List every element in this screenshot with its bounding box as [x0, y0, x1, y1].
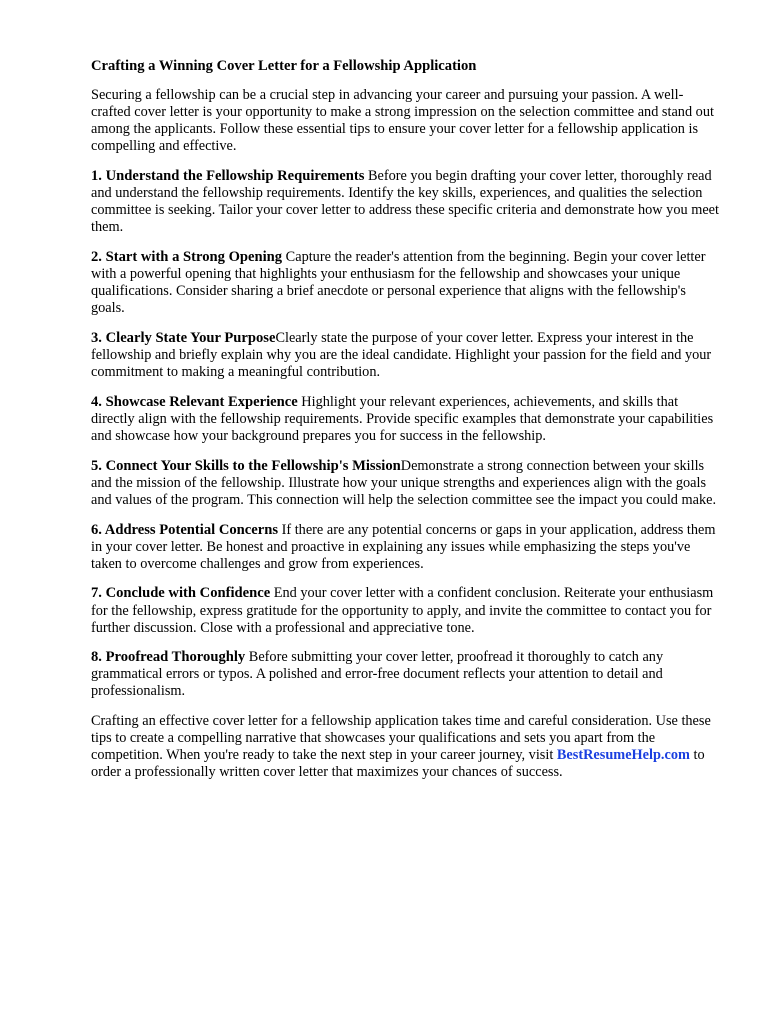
- tip-body: If there are any potential concerns or gaps in your application, address them in your cover letter. Be honest and proactive in explaining any issues while emphasizing the steps you've taken to overcome challenges and grow from experiences.: [91, 521, 716, 572]
- closing-text: Crafting an effective cover letter for a fellowship application takes time and careful consideration. Use these tips to create a compelling narrative that showcases your qualifications and sets you apart from the competition. When you're ready to take the next step in your career journey, visit: [91, 713, 711, 764]
- tip-heading: 5. Connect Your Skills to the Fellowship's Mission: [91, 457, 401, 474]
- tip-body: Demonstrate a strong connection between your skills and the mission of the fellowship. Illustrate how your unique strengths and experiences align with the goals and values of the program. This connection will help the selection committee see the impact you could make.: [91, 457, 717, 508]
- tip-body: Capture the reader's attention from the beginning. Begin your cover letter with a powerful opening that highlights your enthusiasm for the fellowship and showcases your unique qualifications. Consider sharing a brief anecdote or personal experience that aligns with the fellowship's goals.: [91, 248, 706, 317]
- tip-body: Before submitting your cover letter, proofread it thoroughly to catch any grammatical errors or typos. A polished and error-free document reflects your attention to detail and professionalism.: [91, 649, 664, 700]
- tip-heading: 6. Address Potential Concerns: [91, 521, 279, 538]
- tip-paragraph-2: [91, 249, 723, 317]
- closing-paragraph: [91, 713, 723, 781]
- tip-body: Before you begin drafting your cover letter, thoroughly read and understand the fellowship requirements. Identify the key skills, experiences, and qualities the selection committee is seeking. Tailor your cover letter to address these specific criteria and demonstrate how you meet them.: [91, 167, 719, 236]
- tip-paragraph-4: [91, 394, 723, 445]
- tip-heading: 1. Understand the Fellowship Requirements: [91, 167, 365, 184]
- tip-heading: 3. Clearly State Your Purpose: [91, 329, 276, 346]
- tip-paragraph-5: [91, 458, 723, 509]
- tip-body: End your cover letter with a confident conclusion. Reiterate your enthusiasm for the fellowship, express gratitude for the opportunity to apply, and invite the committee to contact you for further discussion. Close with a professional and appreciative tone.: [91, 585, 714, 636]
- tip-body: Highlight your relevant experiences, achievements, and skills that directly align with the fellowship requirements. Provide specific examples that demonstrate your capabilities and showcase how your background prepares you for success in the fellowship.: [91, 393, 714, 444]
- tip-paragraph-1: [91, 168, 723, 236]
- tip-paragraph-7: [91, 585, 723, 636]
- tip-paragraph-3: [91, 330, 723, 381]
- tip-heading: 4. Showcase Relevant Experience: [91, 393, 298, 410]
- tip-heading: 2. Start with a Strong Opening: [91, 248, 283, 265]
- document-page: [91, 58, 723, 794]
- tip-paragraph-6: [91, 522, 723, 573]
- closing-text-end: to order a professionally written cover letter that maximizes your chances of success.: [91, 747, 705, 781]
- tip-heading: 8. Proofread Thoroughly: [91, 649, 246, 666]
- intro-paragraph: Securing a fellowship can be a crucial step in advancing your career and pursuing your passion. A well-crafted cover letter is your opportunity to make a strong impression on the selection committee and stand out among the applicants. Follow these essential tips to ensure your cover letter for a fellowship application is compelling and effective.: [91, 87, 714, 155]
- document-title: Crafting a Winning Cover Letter for a Fellowship Application: [91, 58, 477, 74]
- best-resume-help-link[interactable]: BestResumeHelp.com: [556, 747, 690, 764]
- tip-heading: 7. Conclude with Confidence: [91, 585, 271, 602]
- tip-body: Clearly state the purpose of your cover letter. Express your interest in the fellowship and briefly explain why you are the ideal candidate. Highlight your passion for the field and your commitment to making a meaningful contribution.: [91, 329, 712, 381]
- tip-paragraph-8: [91, 649, 723, 700]
